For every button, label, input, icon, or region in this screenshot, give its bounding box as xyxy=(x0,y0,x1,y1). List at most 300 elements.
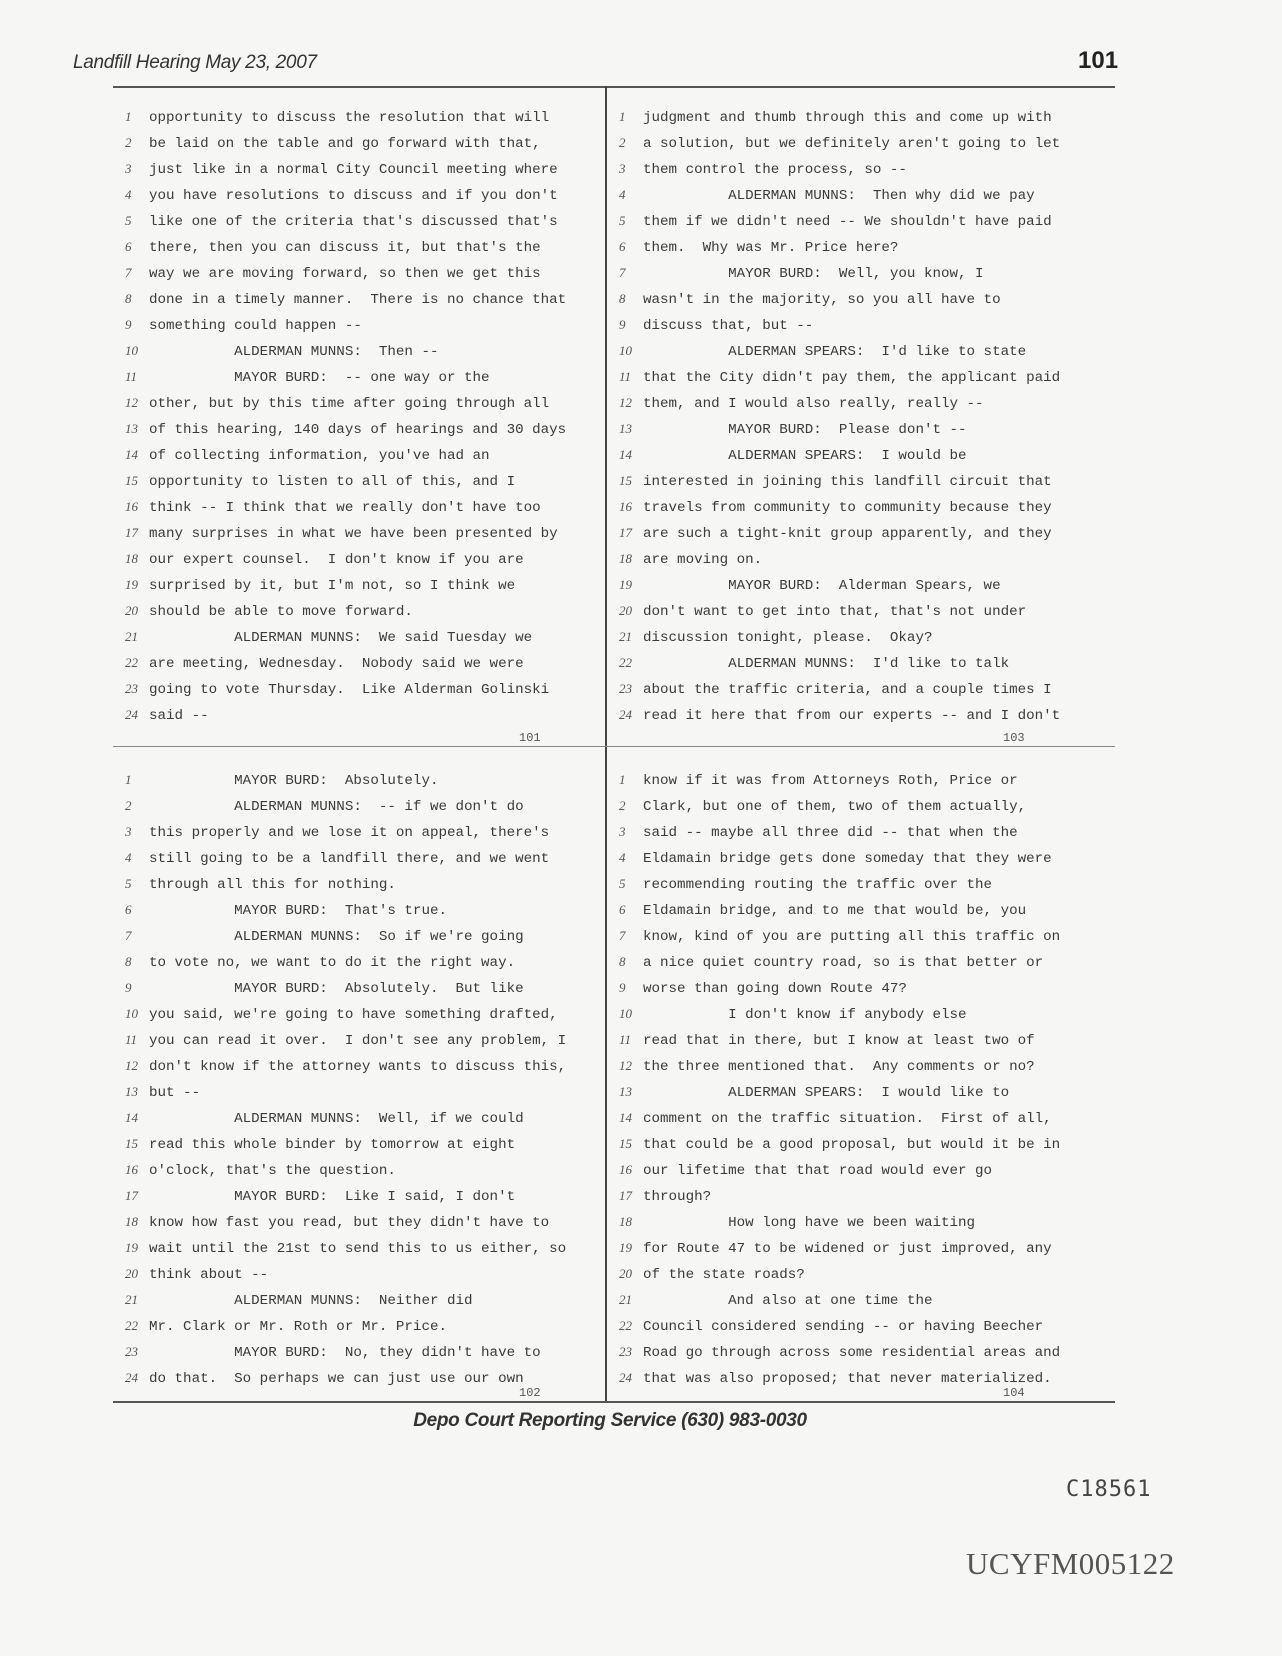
line-text: do that. So perhaps we can just use our own xyxy=(149,1371,524,1387)
transcript-line xyxy=(125,1183,595,1209)
line-number: 20 xyxy=(619,603,632,618)
transcript-line xyxy=(125,494,595,520)
transcript-line xyxy=(619,182,1089,208)
line-number: 14 xyxy=(619,447,632,462)
transcript-line xyxy=(619,156,1089,182)
line-number: 21 xyxy=(125,1292,138,1307)
transcript-line xyxy=(125,260,595,286)
line-text: judgment and thumb through this and come up with xyxy=(643,110,1052,126)
line-number: 23 xyxy=(125,681,138,696)
transcript-line xyxy=(619,442,1089,468)
line-text: discussion tonight, please. Okay? xyxy=(643,630,933,646)
transcript-line xyxy=(619,130,1089,156)
line-number: 4 xyxy=(125,850,132,865)
line-text: MAYOR BURD: Absolutely. xyxy=(149,773,439,789)
transcript-line xyxy=(125,923,595,949)
line-text: And also at one time the xyxy=(643,1293,933,1309)
transcript-line xyxy=(619,598,1089,624)
line-text: that was also proposed; that never materialized. xyxy=(643,1371,1052,1387)
line-number: 21 xyxy=(619,1292,632,1307)
transcript-line xyxy=(619,234,1089,260)
line-number: 11 xyxy=(619,1032,632,1047)
transcript-line xyxy=(619,338,1089,364)
line-number: 8 xyxy=(619,291,626,306)
line-text: a solution, but we definitely aren't going to let xyxy=(643,136,1061,152)
line-text: interested in joining this landfill circuit that xyxy=(643,474,1052,490)
transcript-line xyxy=(619,364,1089,390)
transcript-line xyxy=(125,1053,595,1079)
transcript-line xyxy=(125,1261,595,1287)
line-text: a nice quiet country road, so is that better or xyxy=(643,955,1044,971)
line-text: ALDERMAN MUNNS: So if we're going xyxy=(149,929,524,945)
line-number: 12 xyxy=(619,395,632,410)
transcript-page-103 xyxy=(619,104,1089,728)
line-text: about the traffic criteria, and a couple times I xyxy=(643,682,1052,698)
line-text: travels from community to community because they xyxy=(643,500,1052,516)
line-number: 11 xyxy=(619,369,632,384)
line-text: read this whole binder by tomorrow at eight xyxy=(149,1137,516,1153)
line-text: MAYOR BURD: Well, you know, I xyxy=(643,266,984,282)
line-number: 1 xyxy=(125,109,132,124)
transcript-line xyxy=(125,416,595,442)
line-number: 22 xyxy=(125,1318,138,1333)
line-text: be laid on the table and go forward with that, xyxy=(149,136,541,152)
line-text: Road go through across some residential areas and xyxy=(643,1345,1061,1361)
line-text: know how fast you read, but they didn't have to xyxy=(149,1215,550,1231)
transcript-line xyxy=(125,1001,595,1027)
line-text: ALDERMAN MUNNS: Neither did xyxy=(149,1293,473,1309)
transcript-line xyxy=(619,871,1089,897)
transcript-line xyxy=(125,598,595,624)
transcript-line xyxy=(619,767,1089,793)
line-text: should be able to move forward. xyxy=(149,604,413,620)
transcript-line xyxy=(619,494,1089,520)
line-number: 17 xyxy=(125,1188,138,1203)
transcript-line xyxy=(125,520,595,546)
line-number: 17 xyxy=(125,525,138,540)
line-number: 3 xyxy=(125,824,132,839)
line-number: 24 xyxy=(619,707,632,722)
transcript-line xyxy=(125,104,595,130)
line-number: 23 xyxy=(619,1344,632,1359)
line-text: ALDERMAN MUNNS: Then why did we pay xyxy=(643,188,1035,204)
middle-rule xyxy=(113,746,1115,747)
transcript-line xyxy=(125,234,595,260)
line-text: through? xyxy=(643,1189,712,1205)
line-text: know if it was from Attorneys Roth, Price or xyxy=(643,773,1018,789)
line-number: 8 xyxy=(125,954,132,969)
line-number: 19 xyxy=(125,1240,138,1255)
line-text: Clark, but one of them, two of them actually, xyxy=(643,799,1027,815)
line-number: 2 xyxy=(125,135,132,150)
line-text: How long have we been waiting xyxy=(643,1215,976,1231)
transcript-line xyxy=(125,819,595,845)
line-text: of the state roads? xyxy=(643,1267,805,1283)
line-text: opportunity to listen to all of this, and I xyxy=(149,474,516,490)
line-number: 1 xyxy=(125,772,132,787)
line-text: ALDERMAN MUNNS: Then -- xyxy=(149,344,439,360)
transcript-line xyxy=(125,702,595,728)
transcript-line xyxy=(619,624,1089,650)
line-number: 3 xyxy=(619,161,626,176)
transcript-line xyxy=(125,897,595,923)
line-text: but -- xyxy=(149,1085,201,1101)
line-text: ALDERMAN SPEARS: I'd like to state xyxy=(643,344,1027,360)
transcript-line xyxy=(619,676,1089,702)
line-number: 14 xyxy=(619,1110,632,1125)
line-number: 21 xyxy=(125,629,138,644)
line-number: 5 xyxy=(125,213,132,228)
line-number: 14 xyxy=(125,1110,138,1125)
transcript-line xyxy=(125,624,595,650)
line-number: 13 xyxy=(619,421,632,436)
transcript-line xyxy=(619,520,1089,546)
line-text: going to vote Thursday. Like Alderman Golinski xyxy=(149,682,550,698)
line-number: 11 xyxy=(125,369,138,384)
transcript-line xyxy=(619,1287,1089,1313)
transcript-line xyxy=(619,286,1089,312)
line-number: 10 xyxy=(125,1006,138,1021)
line-number: 22 xyxy=(619,655,632,670)
line-text: think -- I think that we really don't have too xyxy=(149,500,541,516)
line-text: of this hearing, 140 days of hearings and 30 days xyxy=(149,422,567,438)
line-number: 6 xyxy=(619,239,626,254)
line-number: 20 xyxy=(125,1266,138,1281)
transcript-line xyxy=(125,312,595,338)
transcript-line xyxy=(125,1339,595,1365)
line-number: 21 xyxy=(619,629,632,644)
line-number: 11 xyxy=(125,1032,138,1047)
line-text: to vote no, we want to do it the right way. xyxy=(149,955,516,971)
transcript-line xyxy=(125,949,595,975)
line-number: 9 xyxy=(125,317,132,332)
line-number: 9 xyxy=(619,980,626,995)
line-text: for Route 47 to be widened or just improved, any xyxy=(643,1241,1052,1257)
transcript-line xyxy=(125,546,595,572)
line-number: 9 xyxy=(125,980,132,995)
line-number: 13 xyxy=(125,421,138,436)
transcript-line xyxy=(619,975,1089,1001)
line-number: 13 xyxy=(125,1084,138,1099)
line-text: ALDERMAN MUNNS: I'd like to talk xyxy=(643,656,1010,672)
transcript-line xyxy=(619,1079,1089,1105)
line-number: 6 xyxy=(125,902,132,917)
line-text: MAYOR BURD: Please don't -- xyxy=(643,422,967,438)
line-text: you have resolutions to discuss and if you don't xyxy=(149,188,558,204)
transcript-line xyxy=(125,676,595,702)
line-number: 18 xyxy=(619,1214,632,1229)
line-text: ALDERMAN MUNNS: -- if we don't do xyxy=(149,799,524,815)
transcript-page-104 xyxy=(619,767,1089,1391)
transcript-line xyxy=(619,1027,1089,1053)
transcript-line xyxy=(619,1105,1089,1131)
line-text: many surprises in what we have been presented by xyxy=(149,526,558,542)
line-number: 5 xyxy=(619,213,626,228)
line-text: our expert counsel. I don't know if you are xyxy=(149,552,524,568)
line-number: 2 xyxy=(619,798,626,813)
line-number: 15 xyxy=(619,1136,632,1151)
line-number: 13 xyxy=(619,1084,632,1099)
transcript-line xyxy=(125,338,595,364)
transcript-line xyxy=(125,793,595,819)
line-number: 6 xyxy=(125,239,132,254)
line-text: don't want to get into that, that's not under xyxy=(643,604,1027,620)
line-text: way we are moving forward, so then we get this xyxy=(149,266,541,282)
line-number: 3 xyxy=(619,824,626,839)
transcript-page-101 xyxy=(125,104,595,728)
line-number: 19 xyxy=(619,1240,632,1255)
transcript-line xyxy=(125,975,595,1001)
line-number: 9 xyxy=(619,317,626,332)
transcript-line xyxy=(619,1157,1089,1183)
transcript-line xyxy=(619,546,1089,572)
line-text: Eldamain bridge, and to me that would be, you xyxy=(643,903,1027,919)
line-number: 8 xyxy=(619,954,626,969)
line-number: 23 xyxy=(125,1344,138,1359)
transcript-line xyxy=(125,130,595,156)
line-number: 3 xyxy=(125,161,132,176)
line-number: 15 xyxy=(619,473,632,488)
line-text: still going to be a landfill there, and we went xyxy=(149,851,550,867)
page-number-103: 103 xyxy=(1003,731,1025,745)
line-text: ALDERMAN MUNNS: We said Tuesday we xyxy=(149,630,533,646)
line-text: of collecting information, you've had an xyxy=(149,448,490,464)
line-number: 12 xyxy=(125,1058,138,1073)
transcript-line xyxy=(619,1209,1089,1235)
line-number: 22 xyxy=(125,655,138,670)
transcript-line xyxy=(125,1313,595,1339)
line-text: you can read it over. I don't see any problem, I xyxy=(149,1033,567,1049)
line-number: 17 xyxy=(619,525,632,540)
line-number: 16 xyxy=(125,1162,138,1177)
transcript-line xyxy=(619,468,1089,494)
transcript-line xyxy=(619,897,1089,923)
line-number: 24 xyxy=(619,1370,632,1385)
transcript-line xyxy=(619,1235,1089,1261)
transcript-line xyxy=(619,949,1089,975)
line-text: comment on the traffic situation. First of all, xyxy=(643,1111,1052,1127)
transcript-line xyxy=(125,1287,595,1313)
line-text: discuss that, but -- xyxy=(643,318,814,334)
transcript-line xyxy=(619,650,1089,676)
header-rule xyxy=(113,86,1115,88)
line-text: read it here that from our experts -- and I don't xyxy=(643,708,1061,724)
line-text: that could be a good proposal, but would it be in xyxy=(643,1137,1061,1153)
line-text: Mr. Clark or Mr. Roth or Mr. Price. xyxy=(149,1319,447,1335)
footer-reporting-service: Depo Court Reporting Service (630) 983-0030 xyxy=(413,1410,807,1431)
line-number: 17 xyxy=(619,1188,632,1203)
line-number: 16 xyxy=(619,1162,632,1177)
transcript-line xyxy=(125,390,595,416)
line-text: like one of the criteria that's discussed that's xyxy=(149,214,558,230)
column-divider xyxy=(605,86,607,1402)
transcript-line xyxy=(125,572,595,598)
line-number: 18 xyxy=(125,551,138,566)
line-number: 7 xyxy=(619,265,626,280)
line-number: 7 xyxy=(125,265,132,280)
document-title: Landfill Hearing May 23, 2007 xyxy=(73,52,317,73)
line-number: 16 xyxy=(619,499,632,514)
line-text: are such a tight-knit group apparently, and they xyxy=(643,526,1052,542)
line-text: MAYOR BURD: No, they didn't have to xyxy=(149,1345,541,1361)
line-number: 15 xyxy=(125,1136,138,1151)
line-number: 18 xyxy=(125,1214,138,1229)
transcript-line xyxy=(125,156,595,182)
transcript-line xyxy=(125,871,595,897)
line-text: MAYOR BURD: Alderman Spears, we xyxy=(643,578,1001,594)
transcript-line xyxy=(619,104,1089,130)
line-text: this properly and we lose it on appeal, there's xyxy=(149,825,550,841)
line-text: MAYOR BURD: Absolutely. But like xyxy=(149,981,524,997)
line-number: 4 xyxy=(619,850,626,865)
line-text: know, kind of you are putting all this traffic on xyxy=(643,929,1061,945)
line-number: 12 xyxy=(619,1058,632,1073)
line-text: recommending routing the traffic over the xyxy=(643,877,993,893)
transcript-line xyxy=(619,1313,1089,1339)
transcript-line xyxy=(125,286,595,312)
line-text: there, then you can discuss it, but that's the xyxy=(149,240,541,256)
line-number: 1 xyxy=(619,772,626,787)
line-number: 10 xyxy=(619,1006,632,1021)
line-text: them if we didn't need -- We shouldn't have paid xyxy=(643,214,1052,230)
line-text: opportunity to discuss the resolution that will xyxy=(149,110,550,126)
line-text: surprised by it, but I'm not, so I think we xyxy=(149,578,516,594)
line-number: 12 xyxy=(125,395,138,410)
line-number: 20 xyxy=(125,603,138,618)
transcript-line xyxy=(125,650,595,676)
transcript-line xyxy=(619,793,1089,819)
line-number: 5 xyxy=(125,876,132,891)
line-number: 5 xyxy=(619,876,626,891)
transcript-line xyxy=(125,364,595,390)
line-text: ALDERMAN SPEARS: I would be xyxy=(643,448,967,464)
line-text: that the City didn't pay them, the applicant paid xyxy=(643,370,1061,386)
line-number: 24 xyxy=(125,1370,138,1385)
line-text: you said, we're going to have something drafted, xyxy=(149,1007,558,1023)
header-page-number: 101 xyxy=(1078,47,1119,74)
transcript-line xyxy=(619,1001,1089,1027)
line-text: them control the process, so -- xyxy=(643,162,907,178)
line-text: just like in a normal City Council meeting where xyxy=(149,162,558,178)
transcript-line xyxy=(619,1261,1089,1287)
line-text: worse than going down Route 47? xyxy=(643,981,907,997)
line-number: 4 xyxy=(619,187,626,202)
transcript-line xyxy=(619,1339,1089,1365)
line-text: are moving on. xyxy=(643,552,763,568)
line-text: done in a timely manner. There is no chance that xyxy=(149,292,567,308)
line-number: 4 xyxy=(125,187,132,202)
transcript-line xyxy=(619,416,1089,442)
line-number: 10 xyxy=(125,343,138,358)
line-number: 16 xyxy=(125,499,138,514)
transcript-line xyxy=(619,1183,1089,1209)
footer-rule xyxy=(113,1401,1115,1403)
transcript-line xyxy=(125,208,595,234)
line-text: don't know if the attorney wants to discuss this, xyxy=(149,1059,567,1075)
line-number: 14 xyxy=(125,447,138,462)
transcript-line xyxy=(125,1105,595,1131)
line-text: wait until the 21st to send this to us either, so xyxy=(149,1241,567,1257)
line-text: o'clock, that's the question. xyxy=(149,1163,396,1179)
line-text: through all this for nothing. xyxy=(149,877,396,893)
line-text: wasn't in the majority, so you all have to xyxy=(643,292,1001,308)
transcript-line xyxy=(125,1157,595,1183)
line-number: 19 xyxy=(619,577,632,592)
line-text: ALDERMAN MUNNS: Well, if we could xyxy=(149,1111,524,1127)
transcript-line xyxy=(125,442,595,468)
line-text: I don't know if anybody else xyxy=(643,1007,967,1023)
transcript-line xyxy=(125,845,595,871)
transcript-line xyxy=(125,1235,595,1261)
line-number: 18 xyxy=(619,551,632,566)
transcript-line xyxy=(619,1131,1089,1157)
line-number: 1 xyxy=(619,109,626,124)
transcript-page-102 xyxy=(125,767,595,1391)
transcript-line xyxy=(125,1131,595,1157)
transcript-line xyxy=(619,572,1089,598)
line-number: 23 xyxy=(619,681,632,696)
transcript-line xyxy=(619,208,1089,234)
line-text: ALDERMAN SPEARS: I would like to xyxy=(643,1085,1010,1101)
transcript-line xyxy=(619,819,1089,845)
line-text: think about -- xyxy=(149,1267,269,1283)
transcript-line xyxy=(125,1079,595,1105)
line-number: 7 xyxy=(619,928,626,943)
line-text: Eldamain bridge gets done someday that they were xyxy=(643,851,1052,867)
line-number: 20 xyxy=(619,1266,632,1281)
line-text: said -- maybe all three did -- that when the xyxy=(643,825,1018,841)
line-text: MAYOR BURD: -- one way or the xyxy=(149,370,490,386)
line-text: them, and I would also really, really -- xyxy=(643,396,984,412)
line-text: said -- xyxy=(149,708,209,724)
transcript-line xyxy=(125,1209,595,1235)
line-number: 6 xyxy=(619,902,626,917)
transcript-line xyxy=(125,182,595,208)
page-number-101: 101 xyxy=(519,731,541,745)
line-text: MAYOR BURD: That's true. xyxy=(149,903,447,919)
line-number: 2 xyxy=(125,798,132,813)
line-text: them. Why was Mr. Price here? xyxy=(643,240,899,256)
transcript-line xyxy=(125,1027,595,1053)
line-number: 15 xyxy=(125,473,138,488)
line-number: 8 xyxy=(125,291,132,306)
transcript-line xyxy=(125,468,595,494)
line-text: read that in there, but I know at least two of xyxy=(643,1033,1035,1049)
line-text: other, but by this time after going through all xyxy=(149,396,550,412)
line-text: MAYOR BURD: Like I said, I don't xyxy=(149,1189,516,1205)
transcript-line xyxy=(619,702,1089,728)
bates-number: UCYFM005122 xyxy=(966,1546,1175,1581)
line-text: our lifetime that that road would ever go xyxy=(643,1163,993,1179)
page-number-104: 104 xyxy=(1003,1386,1025,1400)
transcript-line xyxy=(125,767,595,793)
page-number-102: 102 xyxy=(519,1386,541,1400)
transcript-line xyxy=(619,390,1089,416)
line-number: 10 xyxy=(619,343,632,358)
line-text: something could happen -- xyxy=(149,318,362,334)
line-number: 7 xyxy=(125,928,132,943)
transcript-line xyxy=(619,1053,1089,1079)
line-number: 2 xyxy=(619,135,626,150)
transcript-line xyxy=(619,845,1089,871)
document-code: C18561 xyxy=(1066,1477,1152,1502)
line-number: 19 xyxy=(125,577,138,592)
transcript-line xyxy=(619,923,1089,949)
transcript-line xyxy=(619,260,1089,286)
line-text: are meeting, Wednesday. Nobody said we were xyxy=(149,656,524,672)
line-text: the three mentioned that. Any comments or no? xyxy=(643,1059,1035,1075)
line-text: Council considered sending -- or having Beecher xyxy=(643,1319,1044,1335)
